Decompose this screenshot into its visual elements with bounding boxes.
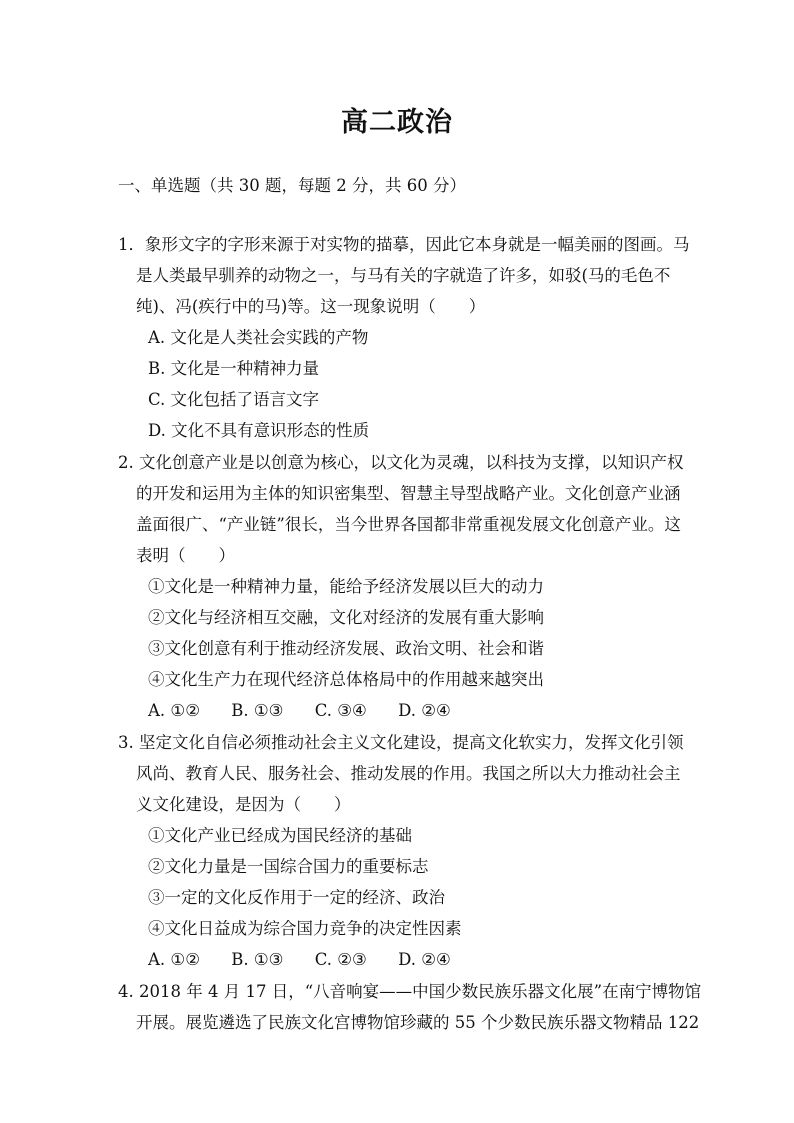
question-2-statement-3: ③文化创意有利于推动经济发展、政治文明、社会和谐 [148,639,544,658]
question-2-statement-4: ④文化生产力在现代经济总体格局中的作用越来越突出 [148,670,544,689]
question-1-option-d: D. 文化不具有意识形态的性质 [148,421,370,440]
question-1-line-3: 纯)、冯(疾行中的马)等。这一现象说明（ ） [136,297,486,316]
question-3-statement-3: ③一定的文化反作用于一定的经济、政治 [148,888,445,907]
question-2-line-1: 2. 文化创意产业是以创意为核心，以文化为灵魂，以科技为支撑，以知识产权 [118,453,684,472]
question-3-line-3: 义文化建设，是因为（ ） [136,795,351,814]
question-2-choice-b: B. ①③ [231,701,284,720]
question-3-choice-c: C. ②③ [314,950,367,969]
question-2-statement-2: ②文化与经济相互交融，文化对经济的发展有重大影响 [148,608,544,627]
question-2-choice-d: D. ②④ [398,701,451,720]
question-1-line-2: 是人类最早驯养的动物之一，与马有关的字就造了许多，如驳(马的毛色不 [136,266,671,285]
question-3-statement-4: ④文化日益成为综合国力竞争的决定性因素 [148,919,462,938]
question-2-choices [148,700,477,722]
question-1-line-1: 1．象形文字的字形来源于对实物的描摹，因此它本身就是一幅美丽的图画。马 [118,235,690,254]
question-2-choice-a: A. ①② [148,701,200,720]
question-2-statement-1: ①文化是一种精神力量，能给予经济发展以巨大的动力 [148,577,544,596]
question-2-line-2: 的开发和运用为主体的知识密集型、智慧主导型战略产业。文化创意产业涵 [136,484,681,503]
question-3-line-1: 3. 坚定文化自信必须推动社会主义文化建设，提高文化软实力，发挥文化引领 [118,733,684,752]
question-3-statement-2: ②文化力量是一国综合国力的重要标志 [148,857,429,876]
question-4-line-2: 开展。展览遴选了民族文化宫博物馆珍藏的 55 个少数民族乐器文物精品 122 [136,1013,700,1032]
question-1-option-a: A. 文化是人类社会实践的产物 [148,328,369,347]
question-2-line-3: 盖面很广、“产业链”很长，当今世界各国都非常重视发展文化创意产业。这 [136,515,681,534]
question-2-line-4: 表明（ ） [136,546,235,565]
page-title: 高二政治 [341,107,453,138]
question-4-line-1: 4. 2018 年 4 月 17 日，“八音响宴——中国少数民族乐器文化展”在南宁博物馆 [118,982,702,1001]
question-1-option-c: C. 文化包括了语言文字 [148,390,320,409]
question-1-option-b: B. 文化是一种精神力量 [148,359,320,378]
question-3-choice-b: B. ①③ [231,950,284,969]
question-3-statement-1: ①文化产业已经成为国民经济的基础 [148,826,412,845]
question-3-choice-a: A. ①② [148,950,200,969]
question-2-choice-c: C. ③④ [314,701,367,720]
section-header: 一、单选题（共 30 题，每题 2 分，共 60 分） [118,176,466,195]
question-3-line-2: 风尚、教育人民、服务社会、推动发展的作用。我国之所以大力推动社会主 [136,764,681,783]
question-3-choice-d: D. ②④ [398,950,451,969]
question-3-choices [148,949,477,971]
